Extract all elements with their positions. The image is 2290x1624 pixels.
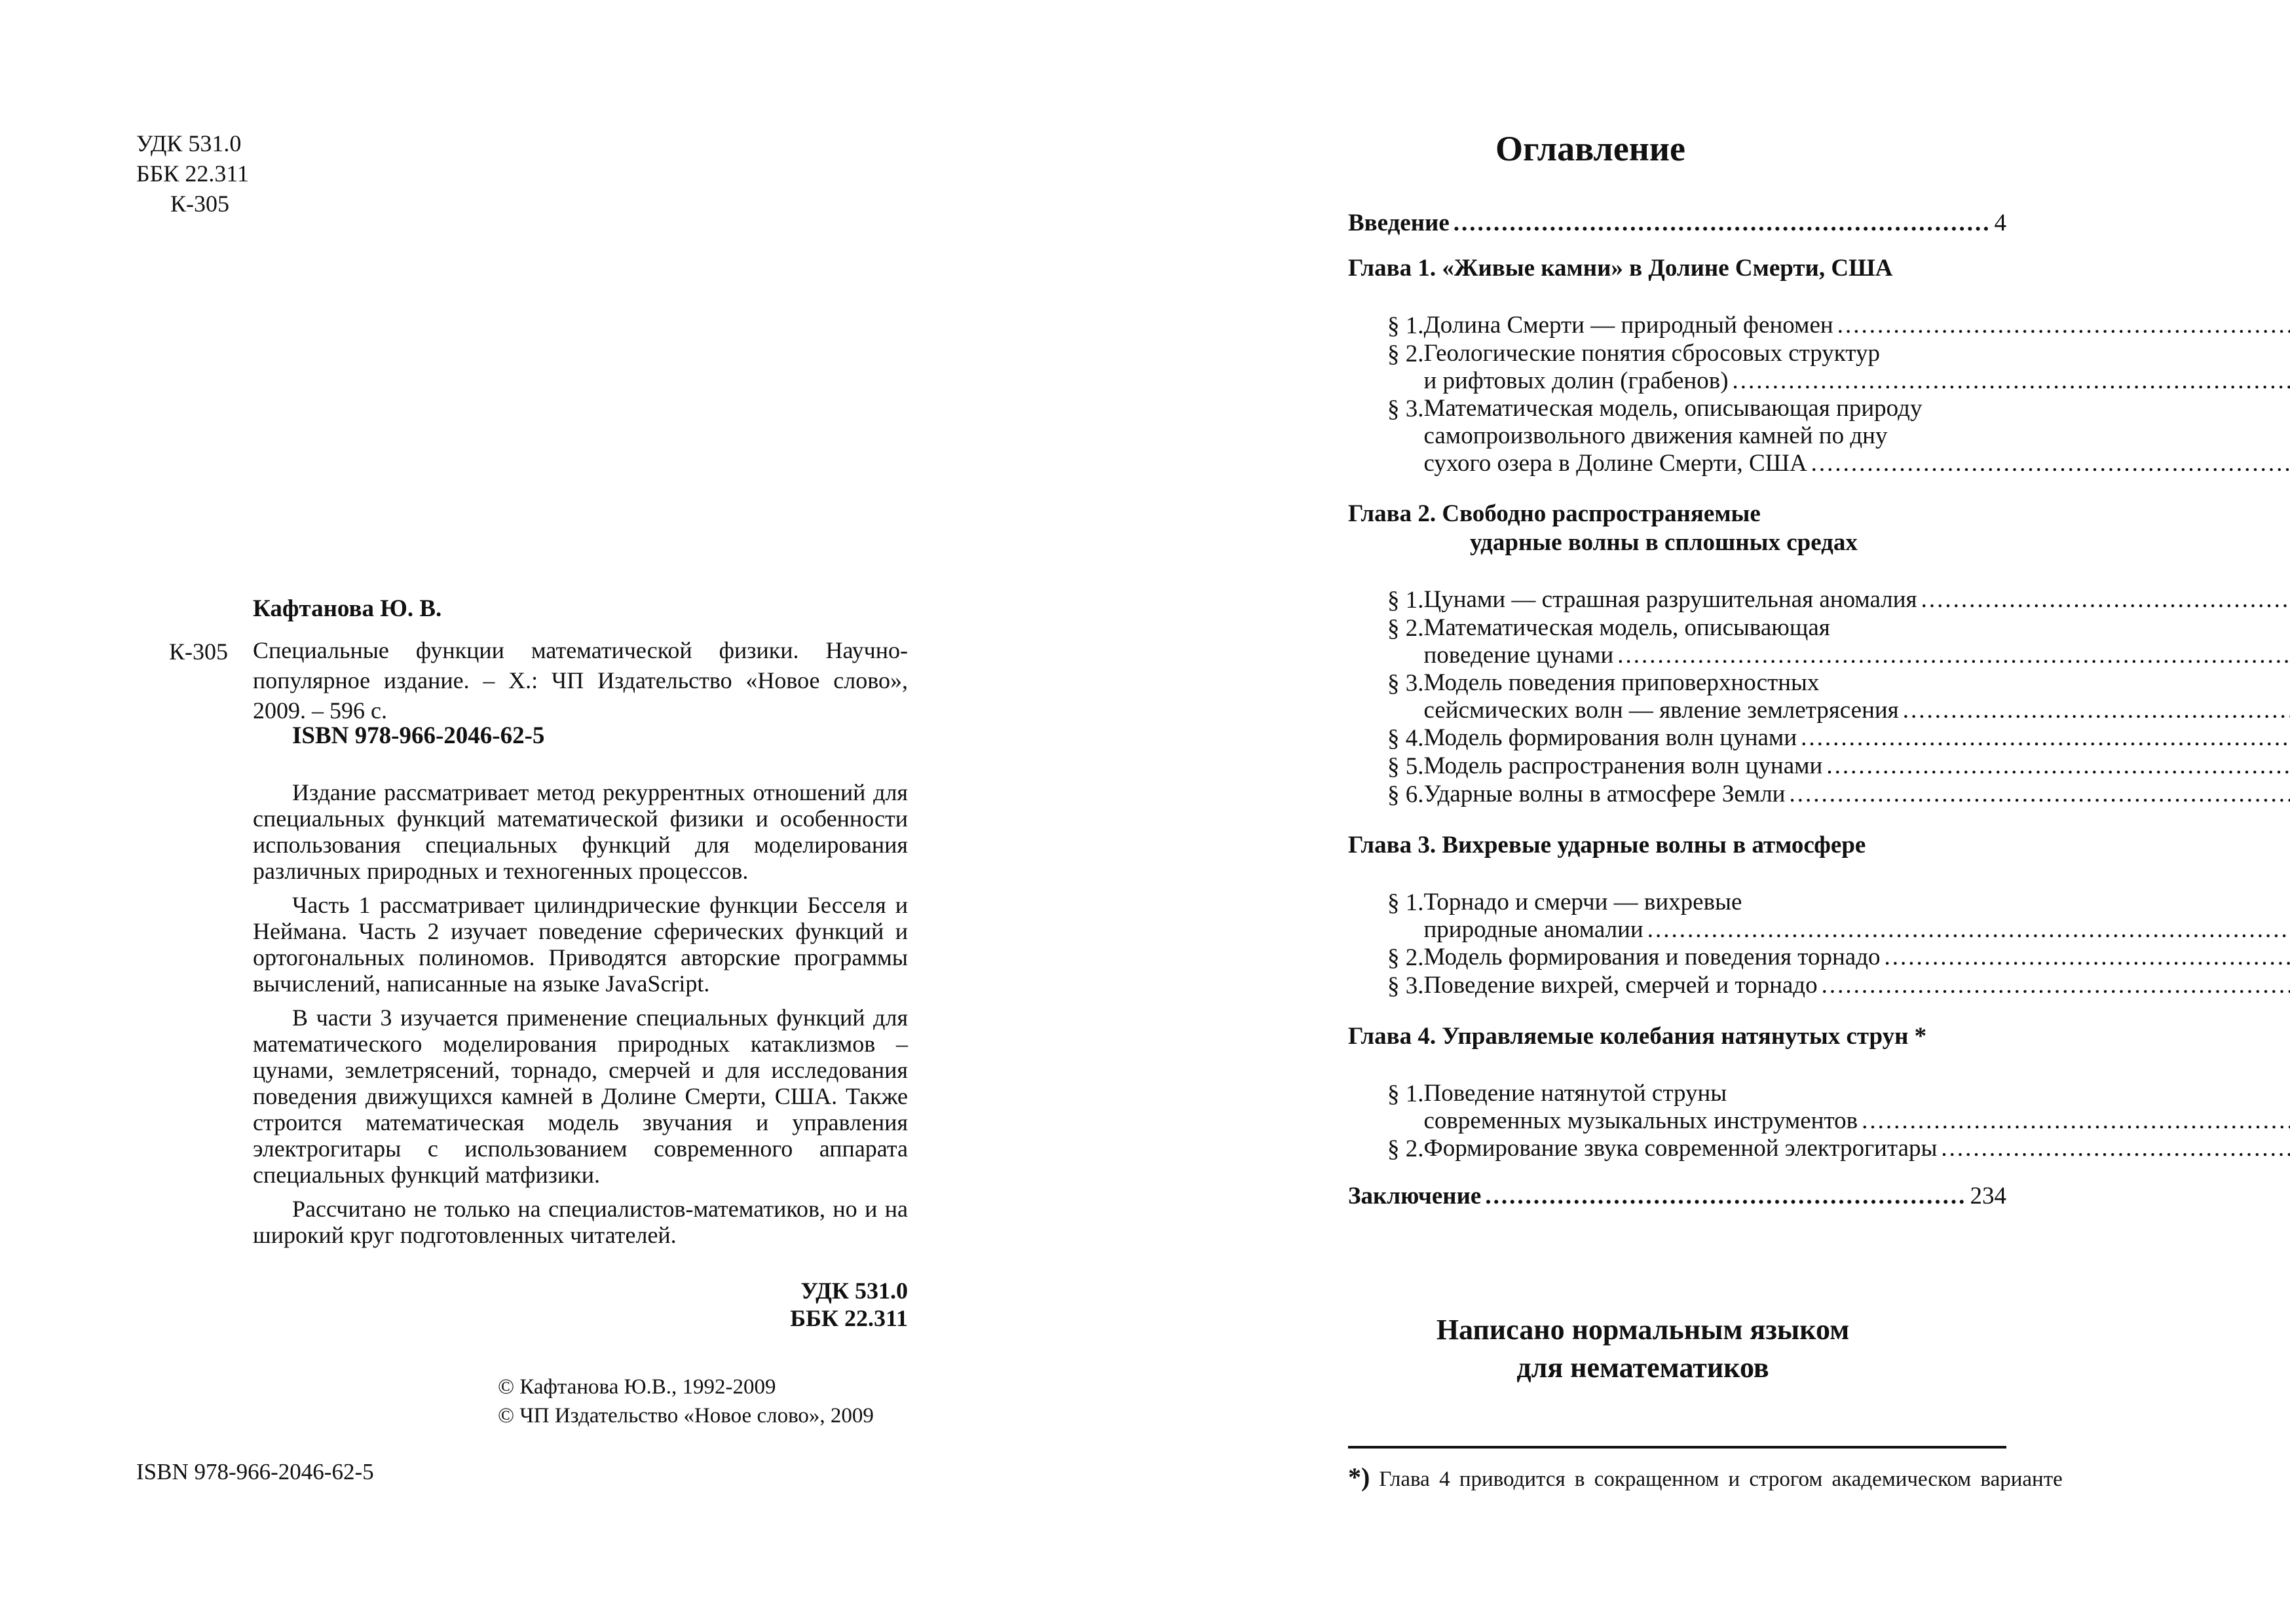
- toc-entry-conclusion: [1348, 1183, 2006, 1210]
- bbk-code: ББК 22.311: [136, 160, 250, 187]
- toc-section: [1387, 312, 2006, 340]
- section-number: § 6.: [1387, 781, 1424, 808]
- section-number: § 2.: [1387, 1135, 1424, 1162]
- annotation-paragraph: Рассчитано не только на специалистов-математиков, но и на широкий круг подготовленных читателей.: [253, 1196, 908, 1248]
- toc-section: [1387, 889, 2006, 944]
- bbk-code-bottom: ББК 22.311: [790, 1305, 908, 1331]
- copyright-author: © Кафтанова Ю.В., 1992-2009: [498, 1375, 776, 1399]
- dot-leader: [1733, 367, 2290, 395]
- page-number: 4: [1994, 210, 2006, 236]
- table-of-contents: [1348, 210, 2006, 1210]
- copyright-block: [498, 1373, 874, 1430]
- section-title-line: сейсмических волн — явление землетрясения: [1423, 697, 1899, 724]
- classification-codes-bottom: [688, 1277, 908, 1332]
- copyright-publisher: © ЧП Издательство «Новое слово», 2009: [498, 1404, 874, 1428]
- dot-leader: [1921, 586, 2290, 614]
- dot-leader: [1826, 752, 2290, 780]
- section-number: § 4.: [1387, 725, 1424, 752]
- right-page: [1145, 0, 2290, 1624]
- section-number: § 2.: [1387, 341, 1424, 367]
- isbn-footer: ISBN 978-966-2046-62-5: [136, 1459, 374, 1485]
- section-title-line: Торнадо и смерчи — вихревые: [1423, 889, 1742, 915]
- section-title-line: и рифтовых долин (грабенов): [1423, 367, 1729, 394]
- section-title-line: Геологические понятия сбросовых структур: [1423, 340, 1880, 367]
- section-number: § 2.: [1387, 944, 1424, 971]
- toc-section: [1387, 752, 2006, 781]
- chapter-4-title: Глава 4. Управляемые колебания натянутых струн *: [1348, 1023, 1927, 1050]
- dot-leader: [1822, 972, 2290, 999]
- annotation: [253, 779, 908, 1256]
- section-title-line: природные аномалии: [1423, 916, 1643, 943]
- section-title-line: сухого озера в Долине Смерти, США: [1423, 450, 1807, 477]
- page-number: 234: [1970, 1183, 2006, 1209]
- author-name: Кафтанова Ю. В.: [253, 595, 442, 622]
- dot-leader: [1811, 450, 2290, 477]
- dot-leader: [1885, 944, 2290, 971]
- toc-section: [1387, 340, 2006, 395]
- section-number: § 1.: [1387, 1080, 1424, 1107]
- dot-leader: [1485, 1183, 1966, 1210]
- section-title: Долина Смерти — природный феномен: [1423, 312, 1833, 339]
- toc-section: [1387, 781, 2006, 809]
- section-title-line: Модель поведения приповерхностных: [1423, 669, 1820, 696]
- section-number: § 3.: [1387, 670, 1424, 697]
- dot-leader: [1862, 1107, 2290, 1135]
- chapter-3-title: Глава 3. Вихревые ударные волны в атмосфере: [1348, 832, 1866, 858]
- toc-section: [1387, 669, 2006, 724]
- section-number: § 2.: [1387, 615, 1424, 642]
- dot-leader: [1837, 312, 2290, 339]
- catalog-code: К-305: [169, 638, 228, 665]
- section-title-line: поведение цунами: [1423, 642, 1614, 669]
- toc-section: [1387, 944, 2006, 972]
- footnote-rule: [1348, 1446, 2006, 1449]
- toc-entry-label: Введение: [1348, 210, 1450, 236]
- slogan-line: Написано нормальным языком: [1436, 1314, 1850, 1346]
- section-title: Модель распространения волн цунами: [1423, 752, 1823, 779]
- toc-section: [1387, 972, 2006, 1000]
- section-number: § 3.: [1387, 396, 1424, 422]
- footnote: [1348, 1462, 2063, 1492]
- toc-section: [1387, 1135, 2006, 1163]
- toc-section: [1387, 586, 2006, 614]
- classification-codes-top: [136, 128, 249, 219]
- toc-section: [1387, 724, 2006, 752]
- annotation-paragraph: Часть 1 рассматривает цилиндрические функции Бесселя и Неймана. Часть 2 изучает поведение сферических функций и ортогональных полиномов. Приводятся авторские программы вычислений, написанные на языке JavaScript.: [253, 892, 908, 997]
- chapter-1-title: Глава 1. «Живые камни» в Долине Смерти, США: [1348, 255, 1893, 282]
- annotation-paragraph: В части 3 изучается применение специальных функций для математического моделирования природных катаклизмов – цунами, землетрясений, торнадо, смерчей и для исследования поведения движущихся камней в Долине Смерти, США. Также строится математическая модель звучания и управления электрогитары с использованием современного аппарата специальных функций матфизики.: [253, 1005, 908, 1188]
- section-title-line: Математическая модель, описывающая: [1423, 614, 1830, 641]
- dot-leader: [1454, 210, 1991, 237]
- chapter-2-title-cont: ударные волны в сплошных средах: [1470, 529, 1858, 556]
- section-title-line: Поведение натянутой струны: [1423, 1080, 1727, 1107]
- section-number: § 3.: [1387, 972, 1424, 999]
- section-title: Модель формирования волн цунами: [1423, 724, 1797, 751]
- section-title: Формирование звука современной электрогитары: [1423, 1135, 1938, 1162]
- chapter-2-title: Глава 2. Свободно распространяемые: [1348, 500, 1761, 527]
- author-mark: К-305: [170, 191, 229, 217]
- slogan: [1407, 1311, 1879, 1387]
- dot-leader: [1647, 916, 2290, 944]
- udk-code-bottom: УДК 531.0: [800, 1278, 908, 1304]
- section-number: § 1.: [1387, 587, 1424, 614]
- isbn-bold: ISBN 978-966-2046-62-5: [292, 722, 545, 749]
- section-number: § 1.: [1387, 312, 1424, 339]
- dot-leader: [1617, 642, 2290, 669]
- toc-section: [1387, 395, 2006, 477]
- section-title: Модель формирования и поведения торнадо: [1423, 944, 1881, 970]
- dot-leader: [1789, 781, 2290, 808]
- bibliographic-description: Специальные функции математической физики. Научно-популярное издание. – Х.: ЧП Издательство «Новое слово», 2009. – 596 с.: [253, 637, 908, 724]
- annotation-paragraph: Издание рассматривает метод рекуррентных отношений для специальных функций математической физики и особенности использования специальных функций для моделирования различных природных и техногенных процессов.: [253, 779, 908, 884]
- section-title-line: Математическая модель, описывающая природу: [1423, 395, 1923, 422]
- section-number: § 1.: [1387, 889, 1424, 916]
- dot-leader: [1941, 1135, 2290, 1162]
- section-title: Цунами — страшная разрушительная аномалия: [1423, 586, 1917, 613]
- toc-title: Оглавление: [1495, 129, 1685, 168]
- dot-leader: [1801, 724, 2290, 752]
- udk-code: УДК 531.0: [136, 130, 242, 157]
- section-title: Поведение вихрей, смерчей и торнадо: [1423, 972, 1818, 999]
- toc-entry-intro: [1348, 210, 2006, 237]
- slogan-line: для нематематиков: [1516, 1352, 1769, 1384]
- section-title: Ударные волны в атмосфере Земли: [1423, 781, 1786, 807]
- dot-leader: [1903, 697, 2290, 724]
- toc-section: [1387, 614, 2006, 669]
- toc-entry-label: Заключение: [1348, 1183, 1482, 1209]
- toc-section: [1387, 1080, 2006, 1135]
- footnote-text: Глава 4 приводится в сокращенном и строгом академическом варианте: [1379, 1467, 2063, 1491]
- section-number: § 5.: [1387, 753, 1424, 780]
- footnote-mark: *): [1348, 1462, 1370, 1492]
- section-title-line: самопроизвольного движения камней по дну: [1423, 422, 1888, 449]
- section-title-line: современных музыкальных инструментов: [1423, 1107, 1858, 1134]
